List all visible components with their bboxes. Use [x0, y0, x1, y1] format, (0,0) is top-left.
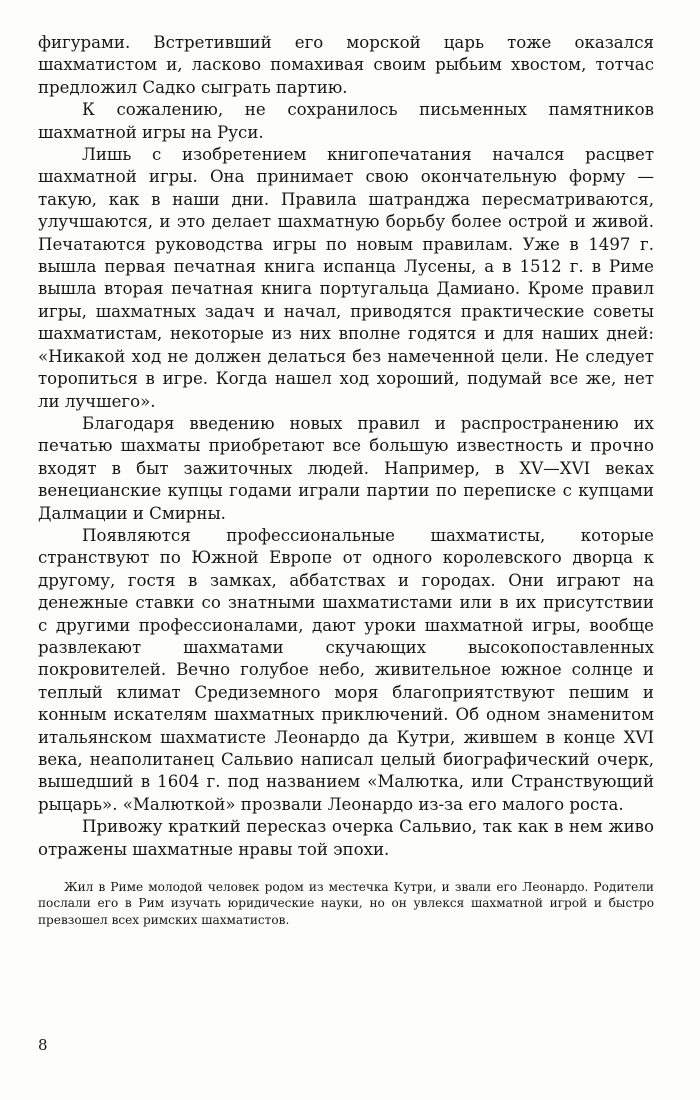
footnote-leonardo: Жил в Риме молодой человек родом из местечка Кутри, и звали его Леонардо. Родители послали его в Рим изучать юридические науки, но он увлекся шахматной игрой и быстро превзошел всех римских шахматистов. [38, 880, 654, 927]
paragraph-salvio-intro: Привожу краткий пересказ очерка Сальвио, так как в нем живо отражены шахматные нравы той эпохи. [38, 817, 654, 859]
main-text [38, 32, 654, 861]
paragraph-professionals: Появляются профессиональные шахматисты, которые странствуют по Южной Европе от одного королевского дворца к другому, гостя в замках, аббатствах и городах. Они играют на денежные ставки со знатными шахматистами или в их присутствии с другими профессионалами, дают уроки шахматной игры, вообще развлекают шахматами скучающих высокопоставленных покровителей. Вечно голубое небо, живительное южное солнце и теплый климат Средиземного моря благоприятствуют пешим и конным искателям шахматных приключений. Об одном знаменитом итальянском шахматисте Леонардо да Кутри, жившем в конце XVI века, неаполитанец Сальвио написал целый биографический очерк, вышедший в 1604 г. под названием «Малютка, или Странствующий рыцарь». «Малюткой» прозвали Леонардо из-за его малого роста. [38, 525, 654, 814]
paragraph-no-monuments: К сожалению, не сохранилось письменных памятников шахматной игры на Руси. [38, 100, 654, 142]
paragraph-continuation: фигурами. Встретивший его морской царь тоже оказался шахматистом и, ласково помахивая своим рыбьим хвостом, тотчас предложил Садко сыграть партию. [38, 33, 654, 97]
page-number: 8 [38, 1036, 48, 1054]
book-page [38, 32, 654, 940]
paragraph-new-rules: Благодаря введению новых правил и распространению их печатью шахматы приобретают все большую известность и прочно входят в быт зажиточных людей. Например, в XV—XVI веках венецианские купцы годами играли партии по переписке с купцами Далмации и Смирны. [38, 413, 654, 523]
paragraph-printing-press: Лишь с изобретением книгопечатания начался расцвет шахматной игры. Она принимает свою окончательную форму — такую, как в наши дни. Правила шатранджа пересматриваются, улучшаются, и это делает шахматную борьбу более острой и живой. Печатаются руководства игры по новым правилам. Уже в 1497 г. вышла первая печатная книга испанца Лусены, а в 1512 г. в Риме вышла вторая печатная книга португальца Дамиано. Кроме правил игры, шахматных задач и начал, приводятся практические советы шахматистам, некоторые из них вполне годятся и для наших дней: «Никакой ход не должен делаться без намеченной цели. Не следует торопиться в игре. Когда нашел ход хороший, подумай все же, нет ли лучшего». [38, 145, 654, 411]
